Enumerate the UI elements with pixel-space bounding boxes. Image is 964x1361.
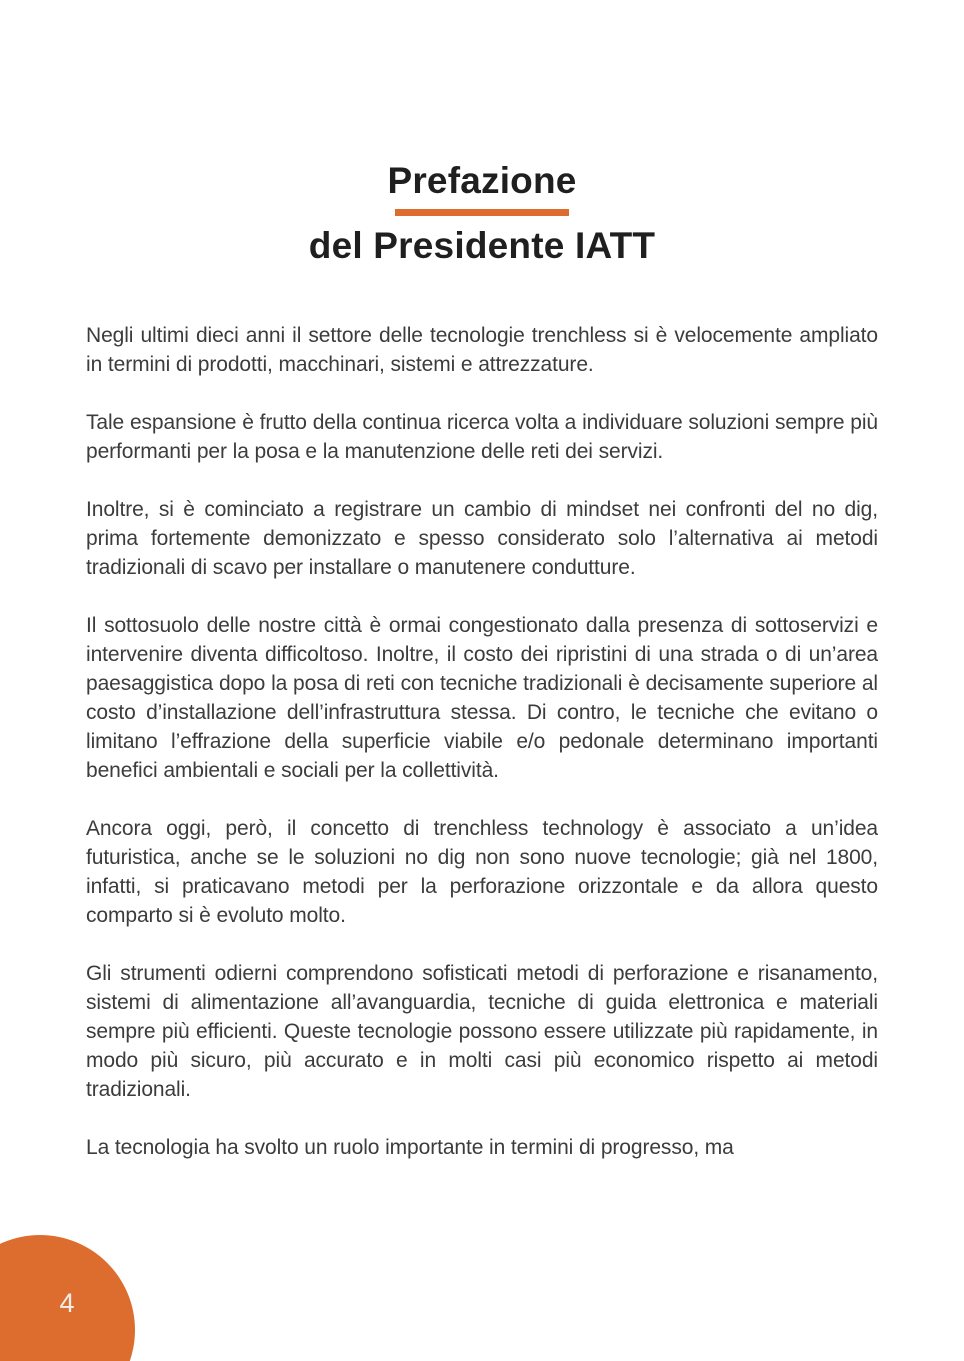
title-block [0, 160, 964, 267]
title-underline-rule [395, 209, 569, 216]
paragraph: La tecnologia ha svolto un ruolo importante in termini di progresso, ma [86, 1136, 734, 1159]
paragraph: Inoltre, si è cominciato a registrare un cambio di mindset nei confronti del no dig, prima fortemente demonizzato e spesso considerato solo l’alternativa ai metodi tradizionali di scavo per installare o manutenere condutture. [86, 498, 878, 579]
paragraph: Negli ultimi dieci anni il settore delle tecnologie trenchless si è velocemente ampliato in termini di prodotti, macchinari, sistemi e attrezzature. [86, 324, 878, 376]
paragraph: Gli strumenti odierni comprendono sofisticati metodi di perforazione e risanamento, sistemi di alimentazione all’avanguardia, tecniche di guida elettronica e materiali sempre più efficienti. Queste tecnologie possono essere utilizzate più rapidamente, in modo più sicuro, più accurato e in molti casi più economico rispetto ai metodi tradizionali. [86, 962, 878, 1101]
paragraph: Ancora oggi, però, il concetto di trenchless technology è associato a un’idea futuristica, anche se le soluzioni no dig non sono nuove tecnologie; già nel 1800, infatti, si praticavano metodi per la perforazione orizzontale e da allora questo comparto si è evoluto molto. [86, 817, 878, 927]
body-text [86, 321, 878, 1191]
page-title-line2: del Presidente IATT [308, 225, 656, 266]
paragraph: Il sottosuolo delle nostre città è ormai congestionato dalla presenza di sottoservizi e intervenire diventa difficoltoso. Inoltre, il costo dei ripristini di una strada o di un’area paesaggistica dopo la posa di reti con tecniche tradizionali è decisamente superiore al costo d’installazione dell’infrastruttura stessa. Di contro, le tecniche che evitano o limitano l’effrazione della superficie viabile e/o pedonale determinano importanti benefici ambientali e sociali per la collettività. [86, 614, 878, 782]
page-title-line1: Prefazione [387, 160, 577, 201]
paragraph: Tale espansione è frutto della continua ricerca volta a individuare soluzioni sempre più performanti per la posa e la manutenzione delle reti dei servizi. [86, 411, 878, 463]
page-number: 4 [59, 1288, 75, 1318]
